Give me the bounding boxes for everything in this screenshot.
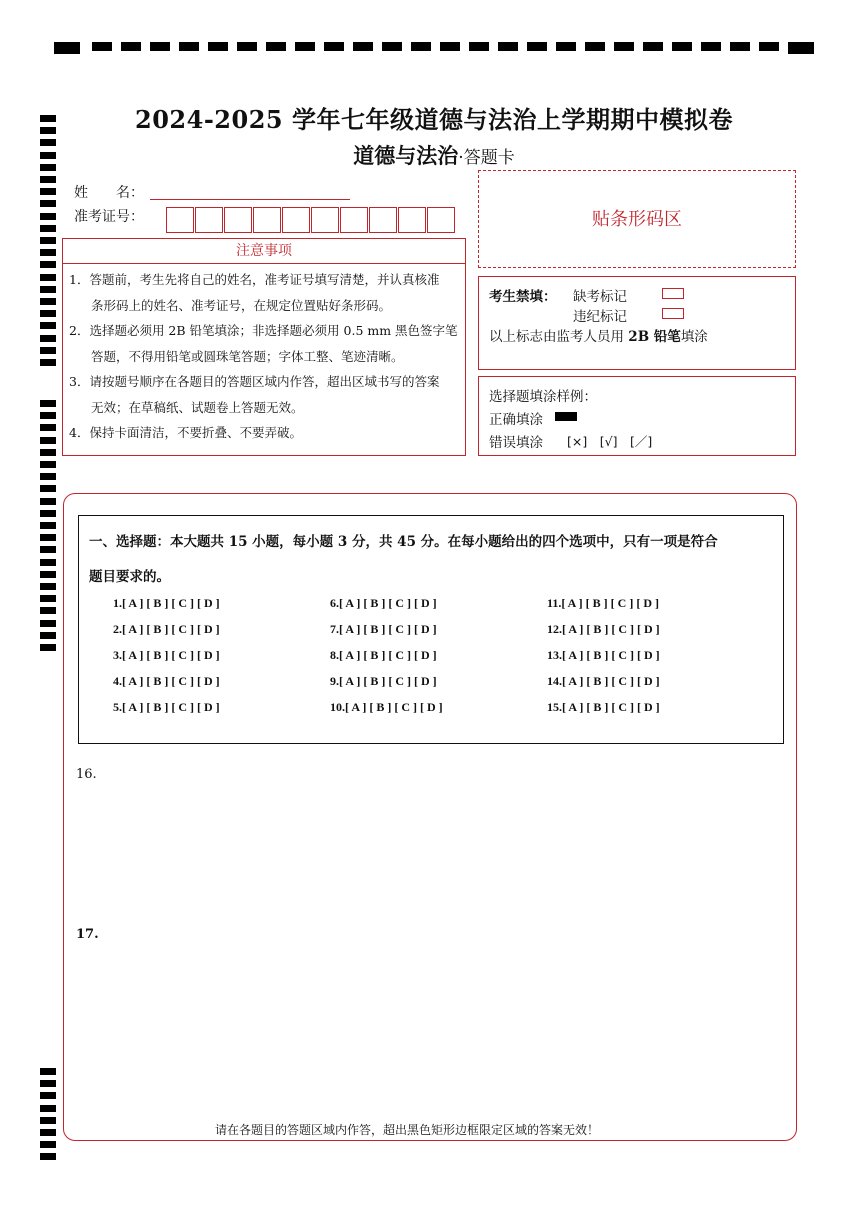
note-line: 条形码上的姓名、准考证号，在规定位置贴好条形码。 xyxy=(91,297,392,313)
timing-mark xyxy=(40,1068,56,1075)
timing-mark xyxy=(40,522,56,529)
timing-mark xyxy=(40,607,56,614)
timing-mark xyxy=(40,546,56,553)
note-line: 3．请按题号顺序在各题目的答题区域内作答，超出区域书写的答案 xyxy=(69,374,440,389)
forbidden-note xyxy=(489,325,708,345)
timing-mark xyxy=(672,42,692,51)
timing-mark xyxy=(40,188,56,195)
timing-mark xyxy=(40,1141,56,1148)
notes-title: 注意事项 xyxy=(236,243,292,259)
exam-id-digit-box[interactable] xyxy=(253,207,281,233)
timing-mark xyxy=(40,534,56,541)
name-field[interactable] xyxy=(150,199,350,200)
timing-mark xyxy=(701,42,721,51)
timing-mark xyxy=(40,559,56,566)
timing-mark xyxy=(40,322,56,329)
notes-header xyxy=(62,238,466,264)
timing-mark xyxy=(40,632,56,639)
exam-id-digit-box[interactable] xyxy=(398,207,426,233)
timing-mark xyxy=(585,42,605,51)
correct-fill-sample xyxy=(555,412,577,421)
timing-mark xyxy=(40,213,56,220)
fill-example-box xyxy=(478,376,796,456)
note-line: 1．答题前，考生先将自己的姓名，准考证号填写清楚，并认真核准 xyxy=(69,272,440,287)
timing-mark xyxy=(40,335,56,342)
note-line: 2．选择题必须用 2B 铅笔填涂；非选择题必须用 0.5 mm 黑色签字笔 xyxy=(69,323,458,338)
timing-mark xyxy=(150,42,170,51)
timing-mark xyxy=(40,298,56,305)
question-17-label: 17. xyxy=(76,927,99,942)
note-suffix: 填涂 xyxy=(680,329,708,345)
timing-mark xyxy=(40,1092,56,1099)
name-label: 姓 名： xyxy=(74,185,144,201)
choice-item[interactable]: 13.[ A ] [ B ] [ C ] [ D ] xyxy=(547,648,660,662)
choice-item[interactable]: 1.[ A ] [ B ] [ C ] [ D ] xyxy=(113,596,220,610)
timing-mark xyxy=(40,583,56,590)
timing-mark xyxy=(40,347,56,354)
timing-mark xyxy=(40,237,56,244)
timing-mark xyxy=(759,42,779,51)
timing-mark xyxy=(40,1153,56,1160)
violation-mark-box[interactable] xyxy=(662,308,684,319)
wrong-fill-samples: [×] [√] [／] xyxy=(567,434,653,449)
timing-mark xyxy=(179,42,199,51)
timing-mark xyxy=(788,42,814,54)
timing-mark xyxy=(40,510,56,517)
section1-instruction-line2: 题目要求的。 xyxy=(89,569,170,585)
violation-mark-label: 违纪标记 xyxy=(573,309,627,325)
timing-mark xyxy=(237,42,257,51)
exam-id-digit-box[interactable] xyxy=(195,207,223,233)
timing-mark xyxy=(40,644,56,651)
timing-mark xyxy=(40,176,56,183)
fill-example-title: 选择题填涂样例： xyxy=(489,389,597,405)
timing-mark xyxy=(266,42,286,51)
choice-item[interactable]: 10.[ A ] [ B ] [ C ] [ D ] xyxy=(330,700,443,714)
timing-mark xyxy=(469,42,489,51)
timing-mark xyxy=(40,473,56,480)
timing-mark xyxy=(40,1105,56,1112)
timing-mark xyxy=(40,424,56,431)
timing-mark xyxy=(295,42,315,51)
id-label: 准考证号： xyxy=(74,209,144,225)
note-bold: 2B 铅笔 xyxy=(628,329,681,345)
exam-id-digit-box[interactable] xyxy=(369,207,397,233)
timing-mark xyxy=(382,42,402,51)
timing-mark xyxy=(556,42,576,51)
card-type: ·答题卡 xyxy=(458,148,515,168)
timing-mark xyxy=(92,42,112,51)
timing-mark xyxy=(40,261,56,268)
exam-id-digit-box[interactable] xyxy=(340,207,368,233)
timing-mark xyxy=(40,412,56,419)
timing-mark xyxy=(411,42,431,51)
timing-mark xyxy=(40,225,56,232)
choice-item[interactable]: 5.[ A ] [ B ] [ C ] [ D ] xyxy=(113,700,220,714)
wrong-fill-label: 错误填涂 xyxy=(489,435,543,451)
choice-item[interactable]: 6.[ A ] [ B ] [ C ] [ D ] xyxy=(330,596,437,610)
exam-id-digit-box[interactable] xyxy=(311,207,339,233)
barcode-label: 贴条形码区 xyxy=(592,209,682,230)
question-16-label: 16. xyxy=(76,767,97,782)
absent-mark-label: 缺考标记 xyxy=(573,289,627,305)
timing-mark xyxy=(40,620,56,627)
exam-id-digit-box[interactable] xyxy=(427,207,455,233)
exam-id-digit-box[interactable] xyxy=(282,207,310,233)
timing-mark xyxy=(54,42,80,54)
choice-item[interactable]: 2.[ A ] [ B ] [ C ] [ D ] xyxy=(113,622,220,636)
choice-item[interactable]: 12.[ A ] [ B ] [ C ] [ D ] xyxy=(547,622,660,636)
timing-mark xyxy=(730,42,750,51)
timing-mark xyxy=(40,461,56,468)
section1-instruction-line1: 一、选择题：本大题共 15 小题，每小题 3 分，共 45 分。在每小题给出的四个选项中，只有一项是符合 xyxy=(89,534,718,550)
notes-box xyxy=(62,264,466,456)
timing-mark xyxy=(440,42,460,51)
timing-mark xyxy=(40,310,56,317)
timing-mark xyxy=(40,449,56,456)
timing-mark xyxy=(40,571,56,578)
timing-mark xyxy=(208,42,228,51)
timing-mark xyxy=(40,249,56,256)
timing-mark xyxy=(121,42,141,51)
timing-mark xyxy=(40,359,56,366)
choice-item[interactable]: 4.[ A ] [ B ] [ C ] [ D ] xyxy=(113,674,220,688)
forbidden-box xyxy=(478,276,796,370)
choice-item[interactable]: 15.[ A ] [ B ] [ C ] [ D ] xyxy=(547,700,660,714)
choice-item[interactable]: 9.[ A ] [ B ] [ C ] [ D ] xyxy=(330,674,437,688)
choice-item[interactable]: 14.[ A ] [ B ] [ C ] [ D ] xyxy=(547,674,660,688)
footer-notice: 请在各题目的答题区域内作答，超出黑色矩形边框限定区域的答案无效！ xyxy=(214,1123,599,1137)
choice-item[interactable]: 7.[ A ] [ B ] [ C ] [ D ] xyxy=(330,622,437,636)
choice-item[interactable]: 11.[ A ] [ B ] [ C ] [ D ] xyxy=(547,596,659,610)
timing-mark xyxy=(498,42,518,51)
note-prefix: 以上标志由监考人员用 xyxy=(489,329,624,345)
timing-mark xyxy=(353,42,373,51)
subject-title xyxy=(0,140,868,170)
correct-fill-label: 正确填涂 xyxy=(489,412,543,428)
note-line: 答题，不得用铅笔或圆珠笔答题；字体工整、笔迹清晰。 xyxy=(91,348,404,364)
timing-mark xyxy=(527,42,547,51)
note-line: 4．保持卡面清洁，不要折叠、不要弄破。 xyxy=(69,425,302,440)
absent-mark-box[interactable] xyxy=(662,288,684,299)
timing-mark xyxy=(324,42,344,51)
timing-mark xyxy=(40,498,56,505)
timing-mark xyxy=(643,42,663,51)
choice-item[interactable]: 3.[ A ] [ B ] [ C ] [ D ] xyxy=(113,648,220,662)
note-line: 无效；在草稿纸、试题卷上答题无效。 xyxy=(91,399,304,415)
choice-item[interactable]: 8.[ A ] [ B ] [ C ] [ D ] xyxy=(330,648,437,662)
exam-id-digit-box[interactable] xyxy=(224,207,252,233)
timing-mark xyxy=(40,286,56,293)
timing-mark xyxy=(40,1080,56,1087)
timing-mark xyxy=(40,400,56,407)
timing-mark xyxy=(40,437,56,444)
exam-title: 2024-2025 学年七年级道德与法治上学期期中模拟卷 xyxy=(135,105,733,134)
timing-mark xyxy=(40,595,56,602)
exam-id-digit-box[interactable] xyxy=(166,207,194,233)
timing-mark xyxy=(614,42,634,51)
timing-mark xyxy=(40,485,56,492)
timing-mark xyxy=(40,274,56,281)
subject-name: 道德与法治 xyxy=(353,143,459,168)
barcode-area xyxy=(478,170,796,268)
timing-mark xyxy=(40,200,56,207)
forbidden-title: 考生禁填： xyxy=(489,289,557,305)
